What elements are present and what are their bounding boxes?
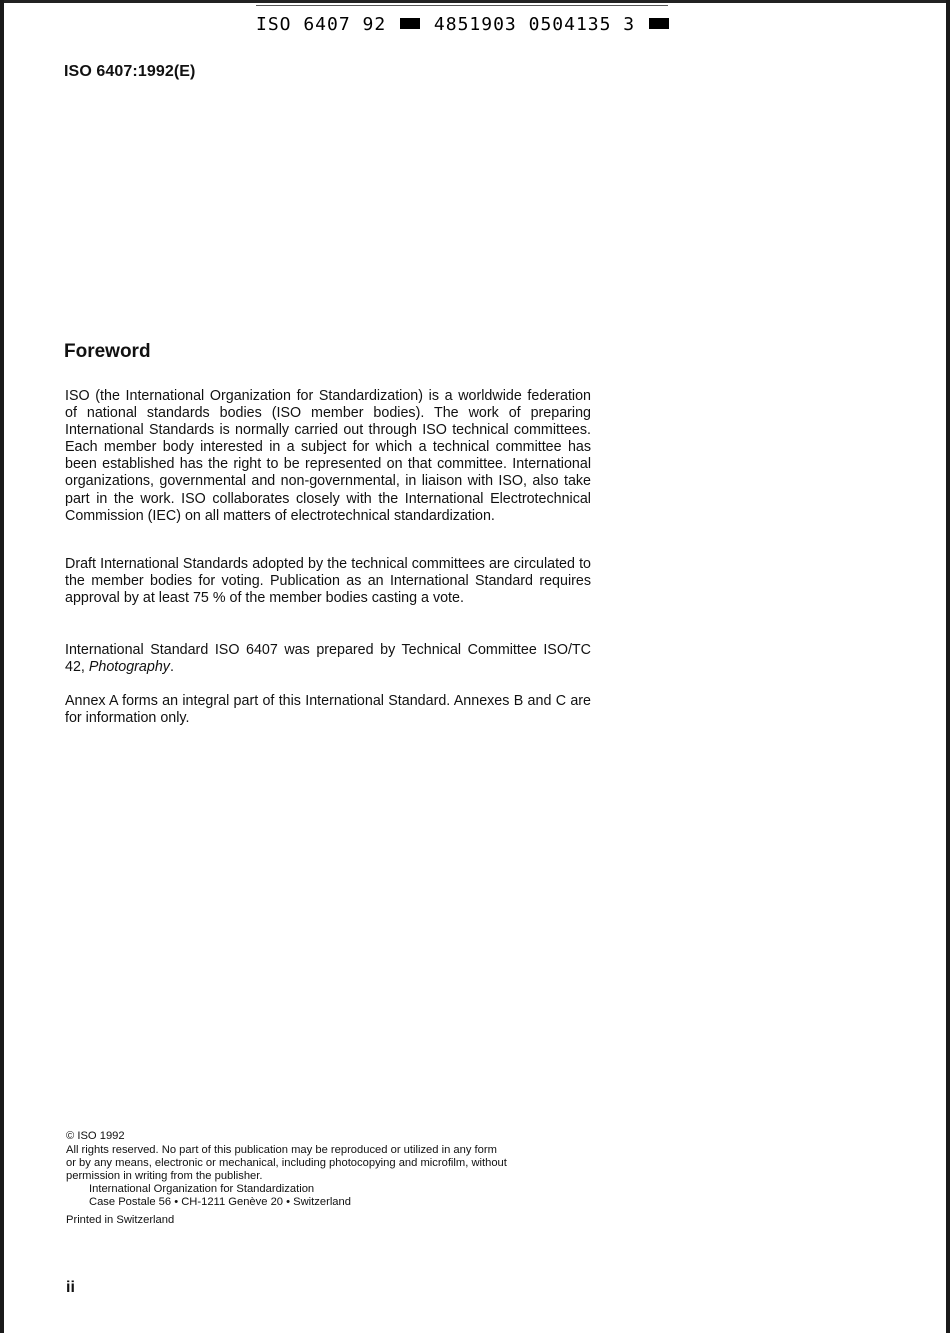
foreword-paragraph-3-italic: Photography	[88, 659, 170, 676]
foreword-paragraph-4: Annex A forms an integral part of this International Standard. Annexes B and C are for information only.	[65, 693, 591, 727]
rights-line-1: All rights reserved. No part of this publication may be reproduced or utilized in any form	[66, 1144, 497, 1156]
organization-name: International Organization for Standardization	[89, 1183, 315, 1195]
foreword-paragraph-1: ISO (the International Organization for Standardization) is a worldwide federation of national standards bodies (ISO member bodies). The work of preparing International Standards is normally carried out through ISO technical committees. Each member body interested in a subject for which a technical committee has been established has the right to be represented on that committee. International organizations, governmental and non-governmental, in liaison with ISO, also take part in the work. ISO collaborates closely with the International Electrotechnical Commission (IEC) on all matters of electrotechnical standardization.	[65, 388, 591, 524]
rights-line-3: permission in writing from the publisher.	[66, 1170, 263, 1182]
foreword-paragraph-2: Draft International Standards adopted by the technical committees are circulated to the member bodies for voting. Publication as an International Standard requires approval by at least 75 % of the member bodies casting a vote.	[65, 556, 591, 607]
copyright-notice: © ISO 1992	[66, 1130, 125, 1142]
foreword-title: Foreword	[64, 341, 151, 362]
scan-edge-left	[0, 0, 4, 1333]
rights-line-2: or by any means, electronic or mechanical, including photocopying and microfilm, without	[66, 1157, 507, 1169]
header-block-mark	[400, 18, 420, 29]
header-rule	[256, 5, 668, 6]
scan-edge-top	[0, 0, 950, 3]
foreword-paragraph-3	[65, 642, 591, 676]
header-barcode-line	[256, 11, 676, 41]
header-block-mark-end	[649, 18, 669, 29]
organization-address: Case Postale 56 • CH-1211 Genève 20 • Switzerland	[89, 1196, 351, 1208]
copyright-block	[66, 1130, 606, 1227]
scan-edge-right	[946, 0, 950, 1333]
header-code-part1: ISO 6407 92	[256, 14, 387, 35]
foreword-paragraph-3-end: .	[169, 659, 174, 676]
header-code-part2: 4851903 0504135 3	[433, 14, 636, 35]
foreword-paragraph-3-text: International Standard ISO 6407 was prepared by Technical Committee ISO/TC 42,	[65, 642, 591, 676]
document-id: ISO 6407:1992(E)	[64, 63, 196, 80]
header-code-text	[256, 14, 671, 35]
page-number: ii	[66, 1279, 75, 1296]
printed-in: Printed in Switzerland	[66, 1214, 175, 1226]
